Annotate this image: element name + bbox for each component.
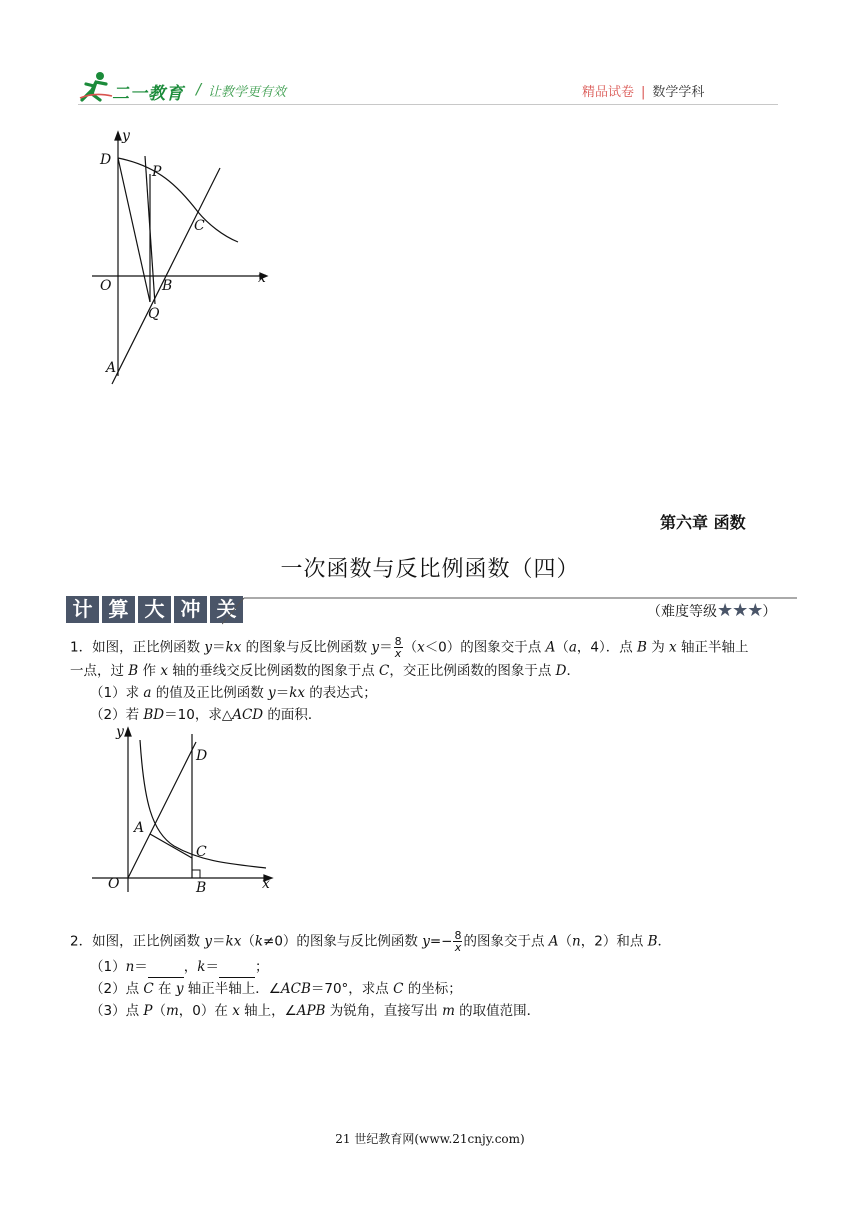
problem1-question1: （1）求 a 的值及正比例函数 y＝kx 的表达式； [90,685,377,701]
label-A: A [134,820,145,836]
difficulty-label: （难度等级 [647,604,717,620]
header-right-separator: | [641,85,646,100]
label-B: B [162,278,173,294]
hyperbola-curve [118,158,238,242]
chapter-label: 第六章 函数 [660,513,746,532]
header-divider [78,104,778,105]
header-tag-subject: 数学学科 [652,85,705,100]
label-D: D [196,748,208,764]
banner-char: 大 [138,596,171,623]
label-x: x [258,270,266,286]
header-brand: 二一教育 [112,84,184,104]
banner-char: 计 [66,596,99,623]
figure-top [88,126,278,388]
answer-blank-n [148,963,184,978]
problem2-question1: （1）n＝ ，k＝ ； [90,956,268,978]
label-O: O [100,278,112,294]
right-angle-mark [192,870,200,878]
banner-char: 冲 [174,596,207,623]
line-y-kx [128,742,196,878]
label-O: O [108,876,120,892]
label-B: B [196,880,207,894]
header-separator: / [196,80,202,98]
logo-runner-icon [78,70,114,104]
label-C: C [194,218,205,234]
segment-AC [150,834,192,858]
problem1-question2: （2）若 BD＝10，求△ACD 的面积． [90,707,322,723]
problem2-question2: （2）点 C 在 y 轴正半轴上．∠ACB＝70°，求点 C 的坐标； [90,981,462,997]
label-x: x [262,876,270,892]
label-y: y [122,128,130,144]
page-title: 一次函数与反比例函数（四） [280,557,580,582]
label-A: A [106,360,117,376]
section-banner [66,596,246,623]
label-P: P [152,164,162,180]
difficulty-rating [647,600,776,621]
problem2-question3: （3）点 P（m，0）在 x 轴上，∠APB 为锐角，直接写出 m 的取值范围． [90,1003,541,1019]
header-right [582,81,704,100]
problem2-line1: 2．如图，正比例函数 y＝kx（k≠0）的图象与反比例函数 y=− $\frac{8}{x}$ 的图象交于点 A（n，2）和点 B． [70,929,672,954]
problem1-line1: 1．如图，正比例函数 y＝kx 的图象与反比例函数 y＝ $\frac{8}{x}$ （x＜0）的图象交于点 A（a，4）．点 B 为 x 轴正半轴上 [70,635,749,660]
banner-char: 算 [102,596,135,623]
fraction-8-over-x: $\frac{8}{x}$ [454,929,462,954]
problem1-line2: 一点，过 B 作 x 轴的垂线交反比例函数的图象于点 C，交正比例函数的图象于点 D． [70,663,580,679]
label-Q: Q [148,306,160,322]
difficulty-close: ） [762,604,777,620]
label-C: C [196,844,207,860]
star-icon: ★★★ [717,600,763,621]
label-D: D [100,152,112,168]
label-y: y [116,724,124,740]
figure-problem1 [92,722,282,894]
header-tag-premium: 精品试卷 [582,85,635,100]
y-axis-arrow-icon [125,728,131,736]
segment-DQ [118,158,150,302]
page-footer: 21 世纪教育网(www.21cnjy.com) [335,1132,525,1146]
answer-blank-k [219,963,255,978]
fraction-8-over-x: $\frac{8}{x}$ [394,635,402,660]
y-axis-arrow-icon [115,132,121,140]
header-slogan: 让教学更有效 [208,85,287,100]
banner-char: 关 [210,596,243,623]
